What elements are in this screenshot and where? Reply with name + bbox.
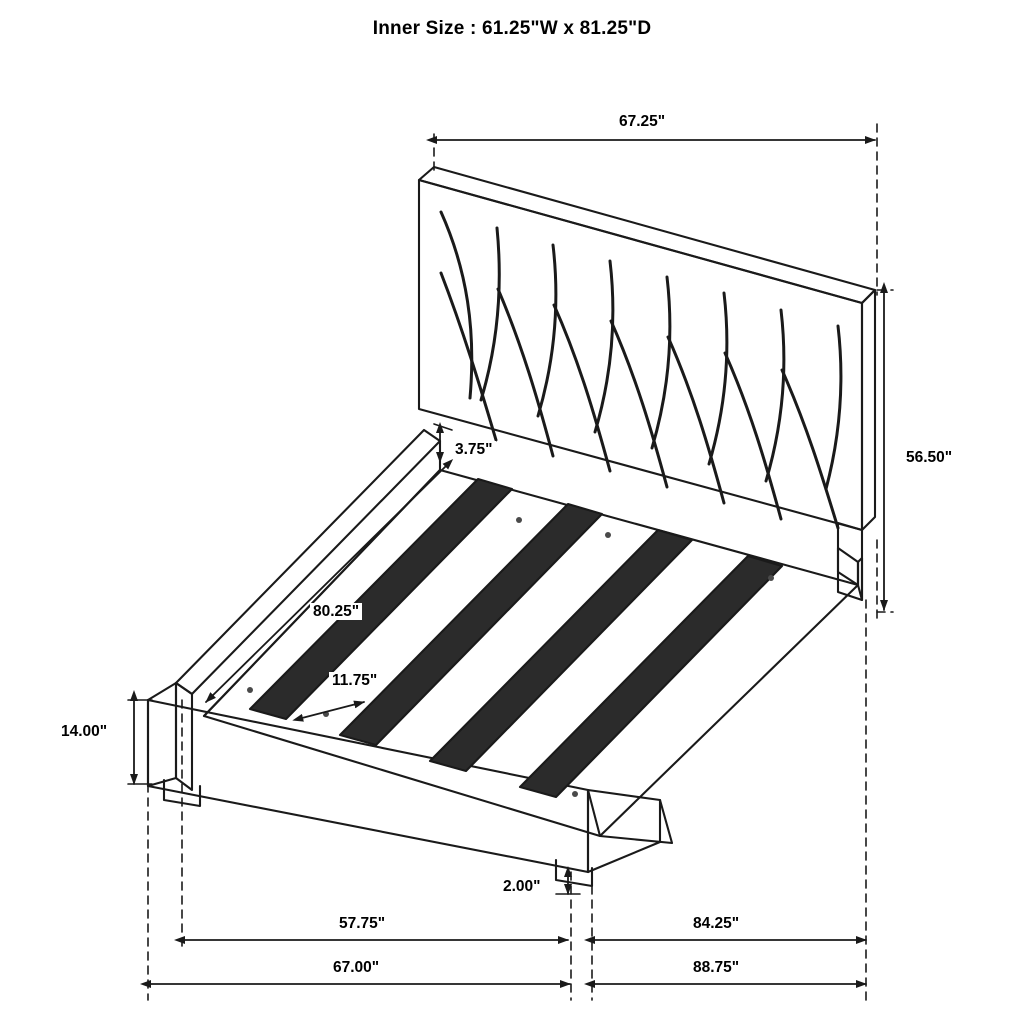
dimension-label-overall-depth: 88.75" <box>690 959 742 976</box>
dimension-label-overall-width: 67.00" <box>330 959 382 976</box>
dimension-label-headboard-offset-depth: 84.25" <box>690 915 742 932</box>
dimension-label-slat-length: 80.25" <box>310 603 362 620</box>
dimension-label-headboard-width: 67.25" <box>616 113 668 130</box>
dimension-ticks <box>128 424 580 894</box>
dimension-label-foot-clearance: 2.00" <box>500 878 544 895</box>
dimension-label-frame-height: 14.00" <box>58 723 110 740</box>
page-title: Inner Size : 61.25"W x 81.25"D <box>372 18 652 39</box>
dimension-label-side-rail-thickness: 3.75" <box>452 441 496 458</box>
dimension-label-footboard-depth: 57.75" <box>336 915 388 932</box>
bed-frame <box>148 430 862 886</box>
dimension-label-headboard-height: 56.50" <box>903 449 955 466</box>
dimension-label-slat-spacing: 11.75" <box>329 672 380 689</box>
headboard-diamond-pattern <box>441 212 841 528</box>
headboard-panel <box>419 167 875 600</box>
